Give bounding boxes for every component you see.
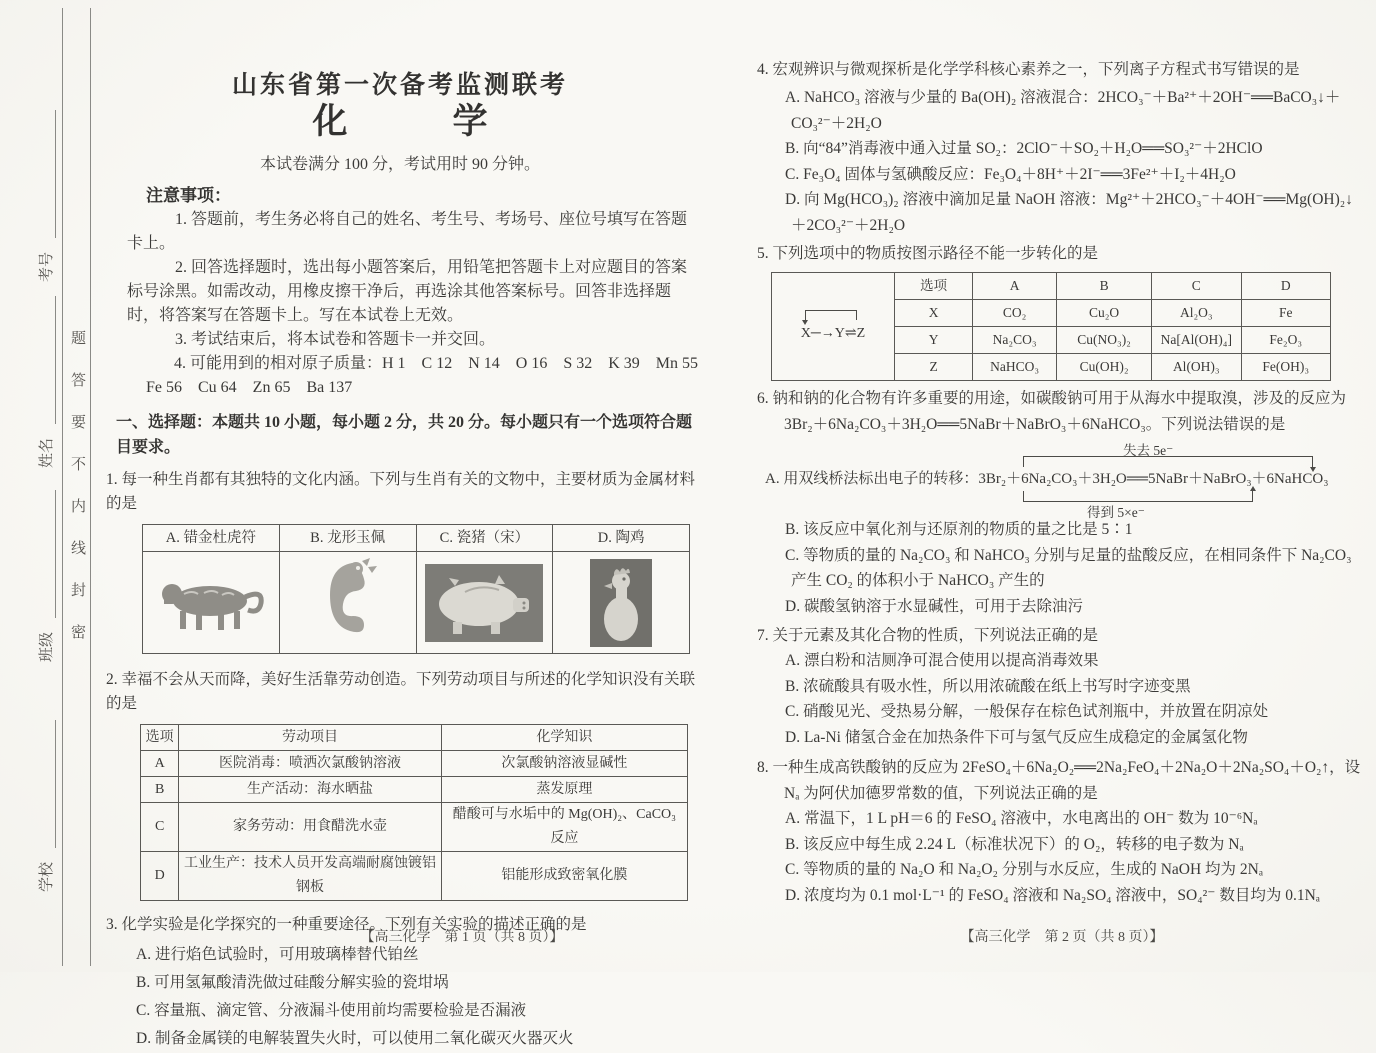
exam-title: 山东省第一次备考监测联考	[231, 72, 568, 99]
table-row	[141, 803, 688, 852]
question-7-stem: 7. 关于元素及其化合物的性质，下列说法正确的是	[757, 627, 1099, 644]
table-row	[141, 777, 688, 803]
question-7-options	[757, 648, 1367, 750]
q5-header: A	[973, 273, 1057, 300]
jade-dragon-pendant-image	[279, 552, 416, 654]
arrow-down-icon	[802, 320, 808, 325]
q5-header: D	[1241, 273, 1330, 300]
q2-cell: A	[141, 751, 179, 777]
notice-item-atomic-masses: 4. 可能用到的相对原子质量：H 1 C 12 N 14 O 16 S 32 K 39 Mn 55 Fe 56 Cu 64 Zn 65 Ba 137	[146, 355, 715, 396]
question-4-stem: 4. 宏观辨识与微观探析是化学学科核心素养之一，下列离子方程式书写错误的是	[757, 61, 1300, 78]
table-row	[141, 852, 688, 901]
question-8-option-b: B. 该反应中每生成 2.24 L（标准状况下）的 O₂，转移的电子数为 Nₐ	[785, 835, 1244, 853]
notice-item: 1. 答题前，考生务必将自己的姓名、考生号、考场号、座位号填写在答题卡上。	[127, 211, 688, 252]
margin-field-school	[36, 720, 56, 892]
margin-field-class	[36, 490, 56, 662]
q2-cell: 次氯酸钠溶液显碱性	[441, 751, 687, 777]
table-row	[141, 751, 688, 777]
arrow-up-icon	[1250, 486, 1256, 491]
question-6-options	[757, 517, 1367, 619]
q5-cell: NaHCO₃	[973, 354, 1057, 381]
margin-field-label: 班级	[39, 631, 55, 662]
margin-field-label: 学校	[39, 861, 55, 892]
question-5-table	[771, 272, 1331, 381]
question-3-option-d: D. 制备金属镁的电解装置失火时，可以使用二氧化碳灭火器灭火	[136, 1030, 574, 1047]
margin-field-name	[36, 296, 56, 468]
table-row	[143, 552, 690, 654]
q5-cell: Al(OH)₃	[1152, 354, 1241, 381]
bridge-equation	[765, 467, 1328, 491]
margin-field-label: 姓名	[39, 437, 55, 468]
option-a-prefix: A. 用双线桥法标出电子的转移：	[765, 471, 979, 487]
question-7-option-c: C. 硝酸见光、受热易分解，一般保存在棕色试剂瓶中，并放置在阴凉处	[785, 703, 1269, 720]
question-6-stem: 6. 钠和钠的化合物有许多重要的用途，如碳酸钠可用于从海水中提取溴，涉及的反应为 3Br₂＋6Na₂CO₃＋3H₂O══5NaBr＋NaBrO₃＋6NaHCO₃。下列说法错误的是	[757, 390, 1347, 433]
q5-conversion-diagram	[772, 273, 895, 381]
question-4-option-a: A. NaHCO₃ 溶液与少量的 Ba(OH)₂ 溶液混合：2HCO₃⁻＋Ba²⁺＋2OH⁻══BaCO₃↓＋CO₃²⁻＋2H₂O	[785, 89, 1341, 132]
seal-line-inner	[90, 8, 91, 966]
q2-cell: C	[141, 803, 179, 852]
notice-item: 2. 回答选择题时，选出每小题答案后，用铅笔把答题卡上对应题目的答案标号涂黑。如需改动，用橡皮擦干净后，再选涂其他答案标号。回答非选择题时，将答案写在答题卡上。写在本试卷上无效。	[127, 259, 688, 324]
question-8-stem: 8. 一种生成高铁酸钠的反应为 2FeSO₄＋6Na₂O₂══2Na₂FeO₄＋2Na₂O＋2Na₂SO₄＋O₂↑，设 Nₐ 为阿伏加德罗常数的值，下列说法正确的是	[757, 759, 1361, 802]
q2-cell: D	[141, 852, 179, 901]
q5-cell: Fe(OH)₃	[1241, 354, 1330, 381]
q2-cell: 生产活动：海水晒盐	[179, 777, 442, 803]
question-6-option-a-double-bridge	[757, 439, 1367, 520]
q5-cell: Cu(OH)₂	[1057, 354, 1152, 381]
seal-line-outer	[62, 8, 63, 966]
electron-loss-label: 失去 5e⁻	[1123, 443, 1174, 458]
q2-cell: B	[141, 777, 179, 803]
exam-info: 本试卷满分 100 分，考试用时 90 分钟。	[259, 156, 540, 173]
q5-header: 选项	[894, 273, 972, 300]
question-7-option-d: D. La-Ni 储氢合金在加热条件下可与氢气反应生成稳定的金属氢化物	[785, 728, 1248, 746]
question-3-option-a: A. 进行焰色试验时，可用玻璃棒替代铂丝	[136, 946, 419, 963]
q5-cell: Fe	[1241, 300, 1330, 327]
subject-title: 化 学	[312, 102, 488, 141]
question-2-table	[140, 724, 688, 901]
electron-gain-label: 得到 5×e⁻	[1087, 505, 1145, 520]
pottery-rooster-photo	[553, 552, 690, 654]
q1-option-c-label: C. 瓷猪（宋）	[416, 525, 553, 552]
table-header-row	[772, 273, 1331, 300]
table-row	[143, 525, 690, 552]
question-6-option-d: D. 碳酸氢钠溶于水显碱性，可用于去除油污	[785, 597, 1083, 615]
q5-cell: Al₂O₃	[1152, 300, 1241, 327]
question-4-option-b: B. 向“84”消毒液中通入过量 SO₂：2ClO⁻＋SO₂＋H₂O══SO₃²⁻＋2HClO	[785, 140, 1263, 157]
q1-option-b-label: B. 龙形玉佩	[279, 525, 416, 552]
q5-cell: Cu₂O	[1057, 300, 1152, 327]
q5-cell: X	[894, 300, 972, 327]
blank-line	[41, 720, 56, 848]
margin-field-exam-number	[36, 110, 56, 282]
question-3-option-b: B. 可用氢氟酸清洗做过硅酸分解实验的瓷坩埚	[136, 974, 449, 991]
question-4-options	[757, 85, 1367, 238]
blank-line	[41, 110, 56, 238]
question-7-option-a: A. 漂白粉和洁厕净可混合使用以提高消毒效果	[785, 652, 1099, 669]
diagram-text: X─→Y⇌Z	[800, 325, 866, 341]
q2-cell: 医院消毒：喷洒次氯酸钠溶液	[179, 751, 442, 777]
question-8-option-d: D. 浓度均为 0.1 mol·L⁻¹ 的 FeSO₄ 溶液和 Na₂SO₄ 溶液中，SO₄²⁻ 数目均为 0.1Nₐ	[785, 886, 1321, 904]
q5-header: C	[1152, 273, 1241, 300]
reaction-equation: 3Br₂＋6Na₂CO₃＋3H₂O══5NaBr＋NaBrO₃＋6NaHCO₃	[978, 471, 1329, 487]
question-6-option-b: B. 该反应中氧化剂与还原剂的物质的量之比是 5∶1	[785, 521, 1133, 538]
q1-option-a-label: A. 错金杜虎符	[143, 525, 280, 552]
q5-cell: Na₂CO₃	[973, 327, 1057, 354]
question-1-stem: 1. 每一种生肖都有其独特的文化内涵。下列与生肖有关的文物中，主要材质为金属材料的是	[106, 471, 696, 512]
question-6-option-c: C. 等物质的量的 Na₂CO₃ 和 NaHCO₃ 分别与足量的盐酸反应，在相同条件下 Na₂CO₃ 产生 CO₂ 的体积小于 NaHCO₃ 产生的	[785, 546, 1352, 589]
q5-cell: Y	[894, 327, 972, 354]
page-1	[100, 0, 715, 1053]
page-2	[757, 0, 1367, 945]
q5-cell: Na[Al(OH)₄]	[1152, 327, 1241, 354]
notice-heading: 注意事项：	[146, 186, 231, 205]
loop-arrow	[805, 310, 857, 320]
q5-header: B	[1057, 273, 1152, 300]
page-2-footer: 【高三化学 第 2 页（共 8 页）】	[960, 930, 1164, 945]
question-3-option-c: C. 容量瓶、滴定管、分液漏斗使用前均需要检验是否漏液	[136, 1002, 527, 1019]
q5-cell: Z	[894, 354, 972, 381]
q2-cell: 家务劳动：用食醋洗水壶	[179, 803, 442, 852]
question-3-options	[100, 941, 700, 1053]
question-7-option-b: B. 浓硫酸具有吸水性，所以用浓硫酸在纸上书写时字迹变黑	[785, 677, 1191, 695]
q2-header-option: 选项	[141, 725, 179, 751]
seal-line-text: 题答要不内线封密	[69, 330, 85, 666]
q2-cell: 铝能形成致密氧化膜	[441, 852, 687, 901]
margin-field-label: 考号	[39, 251, 55, 282]
q5-cell: Fe₂O₃	[1241, 327, 1330, 354]
conversion-path-diagram	[801, 308, 865, 346]
q2-cell: 工业生产：技术人员开发高端耐腐蚀镀铝钢板	[179, 852, 442, 901]
question-2-stem: 2. 幸福不会从天而降，美好生活靠劳动创造。下列劳动项目与所述的化学知识没有关联的是	[106, 671, 696, 712]
blank-line	[41, 296, 56, 424]
q2-header-knowledge: 化学知识	[441, 725, 687, 751]
porcelain-pig-photo	[416, 552, 553, 654]
q2-cell: 醋酸可与水垢中的 Mg(OH)₂、CaCO₃ 反应	[441, 803, 687, 852]
q1-option-d-label: D. 陶鸡	[553, 525, 690, 552]
q5-cell: Cu(NO₃)₂	[1057, 327, 1152, 354]
question-8-option-c: C. 等物质的量的 Na₂O 和 Na₂O₂ 分别与水反应，生成的 NaOH 均为 2Nₐ	[785, 861, 1264, 878]
question-8-options	[757, 806, 1367, 908]
question-4-option-d: D. 向 Mg(HCO₃)₂ 溶液中滴加足量 NaOH 溶液：Mg²⁺＋2HCO₃⁻＋4OH⁻══Mg(OH)₂↓＋2CO₃²⁻＋2H₂O	[785, 191, 1353, 234]
notice-item: 3. 考试结束后，将本试卷和答题卡一并交回。	[175, 331, 496, 348]
q2-header-labor: 劳动项目	[179, 725, 442, 751]
loss-bridge-line	[1023, 456, 1313, 467]
tiger-tally-artifact-image	[143, 552, 280, 654]
question-1-table	[142, 524, 690, 654]
table-header-row	[141, 725, 688, 751]
page-1-footer: 【高三化学 第 1 页（共 8 页）】	[360, 930, 564, 945]
question-8-option-a: A. 常温下，1 L pH＝6 的 FeSO₄ 溶液中，水电离出的 OH⁻ 数为 10⁻⁶Nₐ	[785, 810, 1258, 827]
question-5-stem: 5. 下列选项中的物质按图示路径不能一步转化的是	[757, 245, 1099, 262]
blank-line	[41, 490, 56, 618]
q2-cell: 蒸发原理	[441, 777, 687, 803]
question-3-stem: 3. 化学实验是化学探究的一种重要途径。下列有关实验的描述正确的是	[106, 916, 587, 933]
question-4-option-c: C. Fe₃O₄ 固体与氢碘酸反应：Fe₃O₄＋8H⁺＋2I⁻══3Fe²⁺＋I₂＋4H₂O	[785, 165, 1236, 183]
q5-cell: CO₂	[973, 300, 1057, 327]
section-heading: 一、选择题：本题共 10 小题，每小题 2 分，共 20 分。每小题只有一个选项符合题目要求。	[116, 414, 693, 456]
